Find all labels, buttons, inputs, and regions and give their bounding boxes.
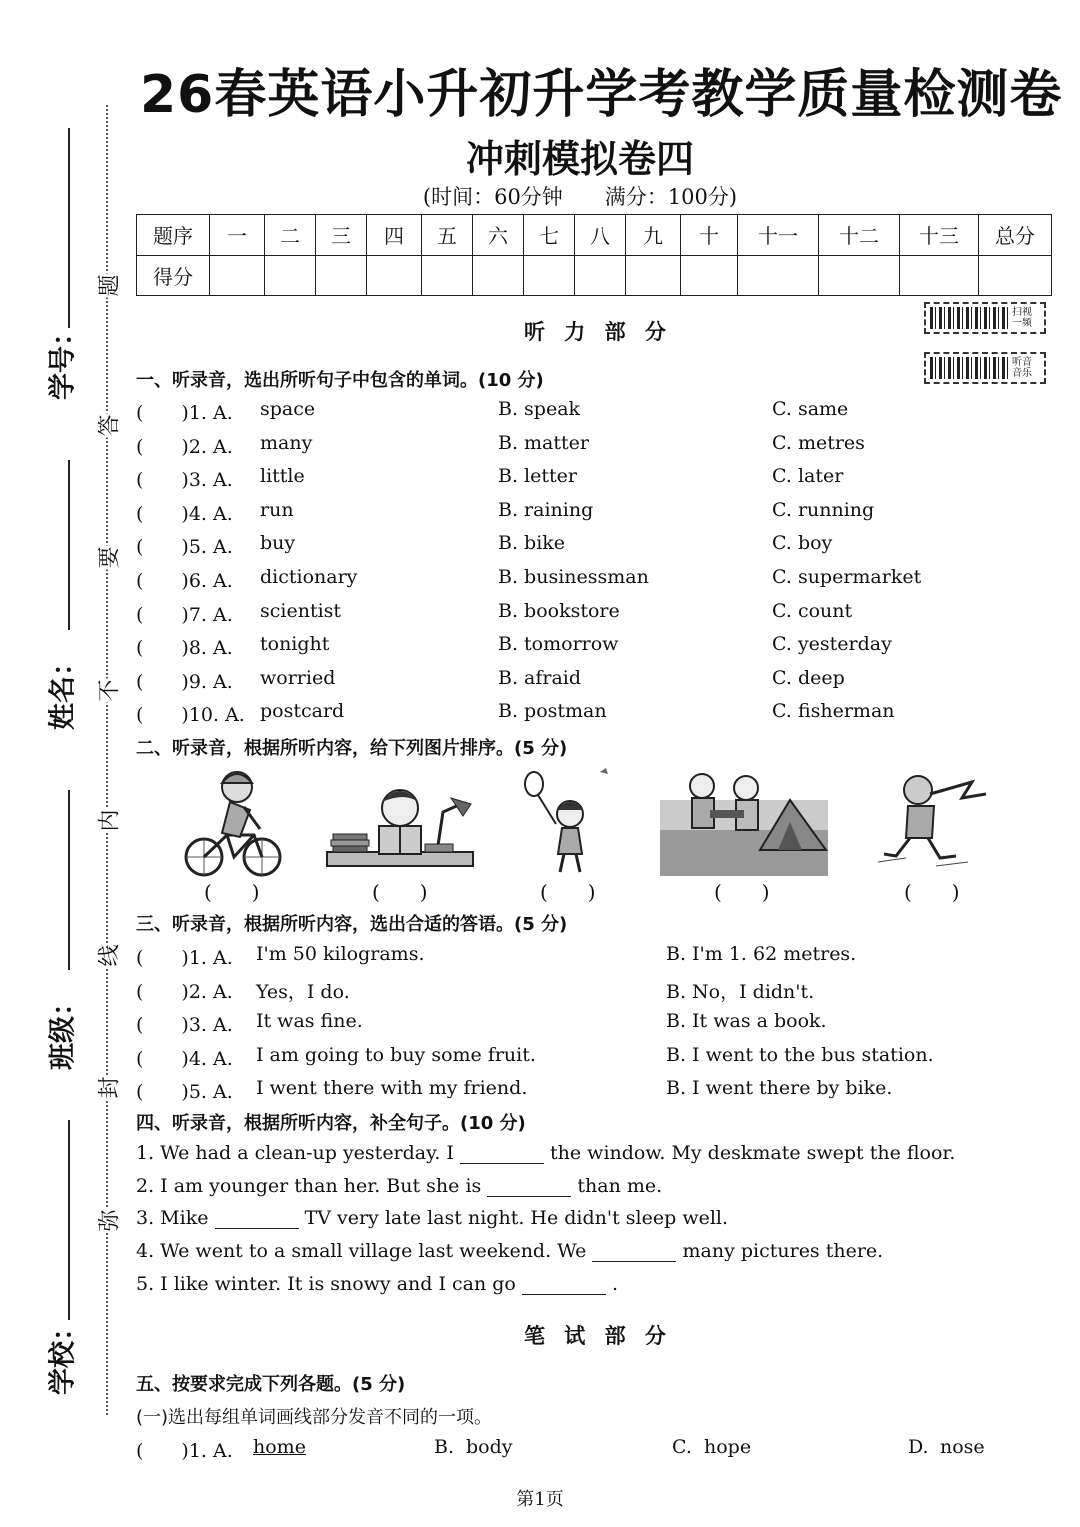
qr-caption: 一频 xyxy=(1012,318,1032,329)
answer-bracket[interactable]: ( )5. A. xyxy=(136,536,233,559)
answer-bracket[interactable]: ( )2. A. xyxy=(136,435,233,458)
option-d-label: D. xyxy=(908,1436,929,1458)
option-b: B. No，I didn't. xyxy=(666,980,815,1003)
option-c: C. supermarket xyxy=(772,566,922,588)
question-row xyxy=(136,943,1046,973)
student-id-label: 学号： xyxy=(47,319,79,400)
option-c: hope xyxy=(704,1436,752,1458)
part2-title: 二、听录音，根据所听内容，给下列图片排序。(5 分) xyxy=(136,738,568,759)
binding-char: 线 xyxy=(93,944,124,968)
question-row xyxy=(136,1044,1046,1074)
part3-title: 三、听录音，根据所听内容，选出合适的答语。(5 分) xyxy=(136,914,568,935)
cycling-boy-picture xyxy=(182,765,288,879)
score-input-cell[interactable] xyxy=(979,255,1052,296)
score-input-cell[interactable] xyxy=(316,255,367,296)
binding-char: 不 xyxy=(93,679,124,703)
score-cell: 三 xyxy=(316,215,367,256)
answer-bracket[interactable]: ( )1. A. xyxy=(136,402,233,424)
class-label: 班级： xyxy=(47,989,79,1070)
answer-bracket[interactable]: ( )3. A. xyxy=(136,469,233,492)
answer-blank[interactable] xyxy=(487,1178,571,1197)
fill-in-sentence xyxy=(136,1273,1046,1303)
score-input-cell[interactable] xyxy=(422,255,473,296)
sentence-start: 2. I am younger than her. But she is xyxy=(136,1174,482,1197)
option-b: B. postman xyxy=(498,700,607,723)
sentence-start: 3. Mike xyxy=(136,1207,209,1230)
picture-order-bracket[interactable]: ( ) xyxy=(714,880,770,904)
option-c: C. boy xyxy=(772,532,833,555)
writing-heading: 笔 试 部 分 xyxy=(524,1324,672,1348)
answer-bracket[interactable]: ( )2. A. xyxy=(136,980,233,1003)
skating-boy-picture xyxy=(876,772,996,872)
score-cell: 总分 xyxy=(979,215,1052,256)
score-input-cell[interactable] xyxy=(524,255,575,296)
answer-bracket[interactable]: ( )4. A. xyxy=(136,1047,233,1070)
page-number: 第1页 xyxy=(516,1489,564,1510)
binding-char: 题 xyxy=(93,274,124,298)
question-row xyxy=(136,977,1046,1007)
answer-blank[interactable] xyxy=(592,1243,676,1262)
question-row xyxy=(136,398,1046,428)
option-a: space xyxy=(260,398,316,420)
option-c: C. yesterday xyxy=(772,633,892,656)
option-a xyxy=(253,1436,306,1458)
score-input-cell[interactable] xyxy=(265,255,316,296)
answer-bracket[interactable]: ( )5. A. xyxy=(136,1081,233,1103)
score-table-score-row xyxy=(137,255,1052,296)
score-cell: 八 xyxy=(575,215,626,256)
name-line[interactable] xyxy=(68,460,70,630)
question-row xyxy=(136,633,1046,663)
score-input-cell[interactable] xyxy=(210,255,265,296)
score-cell: 十二 xyxy=(819,215,900,256)
option-a: It was fine. xyxy=(256,1010,363,1032)
score-cell: 五 xyxy=(422,215,473,256)
option-c: C. fisherman xyxy=(772,700,895,723)
option-b: B. I went to the bus station. xyxy=(666,1043,934,1066)
score-input-cell[interactable] xyxy=(575,255,626,296)
option-b: B. tomorrow xyxy=(498,633,619,656)
option-c: C. metres xyxy=(772,431,865,454)
answer-bracket[interactable]: ( )3. A. xyxy=(136,1014,233,1036)
part1-title: 一、听录音，选出所听句子中包含的单词。(10 分) xyxy=(136,370,544,391)
fill-in-sentence xyxy=(136,1207,1046,1237)
score-cell: 十 xyxy=(681,215,738,256)
sentence-end: many pictures there. xyxy=(682,1240,884,1263)
part5-subtitle: (一)选出每组单词画线部分发音不同的一项。 xyxy=(136,1407,493,1428)
score-table xyxy=(136,214,1052,296)
option-a: dictionary xyxy=(260,566,358,588)
qr-code-icon xyxy=(930,357,1008,379)
option-c: C. running xyxy=(772,498,875,521)
sentence-start: 4. We went to a small village last weekend. We xyxy=(136,1240,587,1263)
score-input-cell[interactable] xyxy=(819,255,900,296)
option-a: I am going to buy some fruit. xyxy=(256,1043,536,1066)
option-c: C. count xyxy=(772,599,853,622)
option-b: B. bike xyxy=(498,532,566,555)
question-row xyxy=(136,600,1046,630)
part4-title: 四、听录音，根据所听内容，补全句子。(10 分) xyxy=(136,1113,526,1134)
picture-order-bracket[interactable]: ( ) xyxy=(204,880,260,904)
option-b: B. bookstore xyxy=(498,599,620,622)
option-c: C. later xyxy=(772,465,844,488)
score-input-cell[interactable] xyxy=(681,255,738,296)
part5-title: 五、按要求完成下列各题。(5 分) xyxy=(136,1374,406,1395)
option-b: B. matter xyxy=(498,431,589,454)
qr-code-icon xyxy=(930,307,1008,329)
binding-char: 封 xyxy=(93,1076,124,1100)
answer-bracket[interactable]: ( )1. A. xyxy=(136,1440,233,1462)
reading-boy-picture xyxy=(325,782,475,878)
qr-caption: 扫视 xyxy=(1012,307,1032,318)
sentence-end: than me. xyxy=(577,1174,663,1197)
question-row xyxy=(136,499,1046,529)
score-cell: 七 xyxy=(524,215,575,256)
binding-char: 答 xyxy=(93,414,124,438)
score-input-cell[interactable] xyxy=(473,255,524,296)
question-row xyxy=(136,667,1046,697)
sentence-start: 1. We had a clean-up yesterday. I xyxy=(136,1142,454,1164)
option-c-label: C. xyxy=(672,1436,692,1458)
answer-bracket[interactable]: ( )4. A. xyxy=(136,502,233,525)
time-info: (时间：60分钟 满分：100分) xyxy=(422,185,738,209)
score-cell: 六 xyxy=(473,215,524,256)
option-b: B. afraid xyxy=(498,666,582,689)
score-cell: 二 xyxy=(265,215,316,256)
score-input-cell[interactable] xyxy=(626,255,681,296)
question-row xyxy=(136,1010,1046,1040)
score-cell: 一 xyxy=(210,215,265,256)
score-input-cell[interactable] xyxy=(900,255,979,296)
option-a: Yes，I do. xyxy=(256,980,350,1003)
fill-in-sentence xyxy=(136,1240,1046,1270)
option-a: tonight xyxy=(260,633,330,656)
score-table-header-row xyxy=(137,215,1052,256)
option-text: home xyxy=(253,1436,306,1458)
option-a: scientist xyxy=(260,599,342,622)
option-b: B. I went there by bike. xyxy=(666,1077,893,1099)
option-b: B. I'm 1. 62 metres. xyxy=(666,943,857,965)
option-b: body xyxy=(466,1436,513,1458)
sentence-end: TV very late last night. He didn't sleep well. xyxy=(304,1207,729,1230)
fill-in-sentence xyxy=(136,1142,1046,1172)
binding-char: 内 xyxy=(93,809,124,833)
answer-bracket[interactable]: ( )1. A. xyxy=(136,947,233,969)
option-b: B. businessman xyxy=(498,566,649,588)
option-a: I went there with my friend. xyxy=(256,1077,528,1099)
question-row xyxy=(136,566,1046,596)
badminton-girl-picture xyxy=(522,766,614,878)
score-input-cell[interactable] xyxy=(738,255,819,296)
binding-char: 弥 xyxy=(93,1209,124,1233)
question-row xyxy=(136,1436,1046,1466)
qr-caption: 听音 xyxy=(1012,357,1032,368)
option-b: B. It was a book. xyxy=(666,1010,827,1032)
score-cell: 题序 xyxy=(137,215,210,256)
picture-order-bracket[interactable]: ( ) xyxy=(372,880,428,904)
score-row-label: 得分 xyxy=(137,255,210,296)
option-a: many xyxy=(260,431,313,454)
fill-in-sentence xyxy=(136,1175,1046,1205)
question-row xyxy=(136,1077,1046,1107)
answer-bracket[interactable]: ( )9. A. xyxy=(136,670,233,693)
question-row xyxy=(136,465,1046,495)
answer-bracket[interactable]: ( )8. A. xyxy=(136,637,233,660)
qr-code-scan[interactable] xyxy=(924,302,1046,334)
option-a: postcard xyxy=(260,700,345,723)
question-row xyxy=(136,532,1046,562)
option-a: I'm 50 kilograms. xyxy=(256,943,425,965)
option-b: B. raining xyxy=(498,498,594,521)
option-b: B. speak xyxy=(498,398,581,420)
option-a: worried xyxy=(260,666,336,689)
answer-blank[interactable] xyxy=(460,1145,544,1164)
sentence-end: the window. My deskmate swept the floor. xyxy=(550,1142,956,1164)
answer-bracket[interactable]: ( )10. A. xyxy=(136,704,245,727)
exam-title: 26春英语小升初升学考教学质量检测卷 xyxy=(140,65,1063,125)
picture-order-bracket[interactable]: ( ) xyxy=(904,880,960,904)
option-a: little xyxy=(260,465,305,488)
question-row xyxy=(136,432,1046,462)
qr-code-audio[interactable] xyxy=(924,352,1046,384)
score-cell: 十三 xyxy=(900,215,979,256)
score-cell: 四 xyxy=(367,215,422,256)
score-input-cell[interactable] xyxy=(367,255,422,296)
listening-heading: 听 力 部 分 xyxy=(524,320,672,344)
qr-caption: 音乐 xyxy=(1012,368,1032,379)
binding-char: 要 xyxy=(93,546,124,570)
sentence-start: 5. I like winter. It is snowy and I can go xyxy=(136,1272,516,1295)
option-b-label: B. xyxy=(434,1436,455,1458)
picture-order-bracket[interactable]: ( ) xyxy=(540,880,596,904)
option-d: nose xyxy=(940,1436,985,1458)
score-cell: 九 xyxy=(626,215,681,256)
option-c: C. deep xyxy=(772,666,845,689)
answer-blank[interactable] xyxy=(522,1276,606,1295)
answer-blank[interactable] xyxy=(215,1210,299,1229)
school-label: 学校： xyxy=(47,1314,79,1395)
answer-bracket[interactable]: ( )7. A. xyxy=(136,603,233,626)
option-a: run xyxy=(260,498,294,521)
class-line[interactable] xyxy=(68,790,70,970)
question-row xyxy=(136,700,1046,730)
score-cell: 十一 xyxy=(738,215,819,256)
option-a: buy xyxy=(260,532,296,555)
camping-picture xyxy=(660,770,828,876)
option-b: B. letter xyxy=(498,465,577,488)
sentence-end: . xyxy=(611,1272,619,1295)
exam-subtitle: 冲刺模拟卷四 xyxy=(465,137,694,181)
option-c: C. same xyxy=(772,398,849,420)
answer-bracket[interactable]: ( )6. A. xyxy=(136,570,233,592)
name-label: 姓名： xyxy=(47,649,79,730)
